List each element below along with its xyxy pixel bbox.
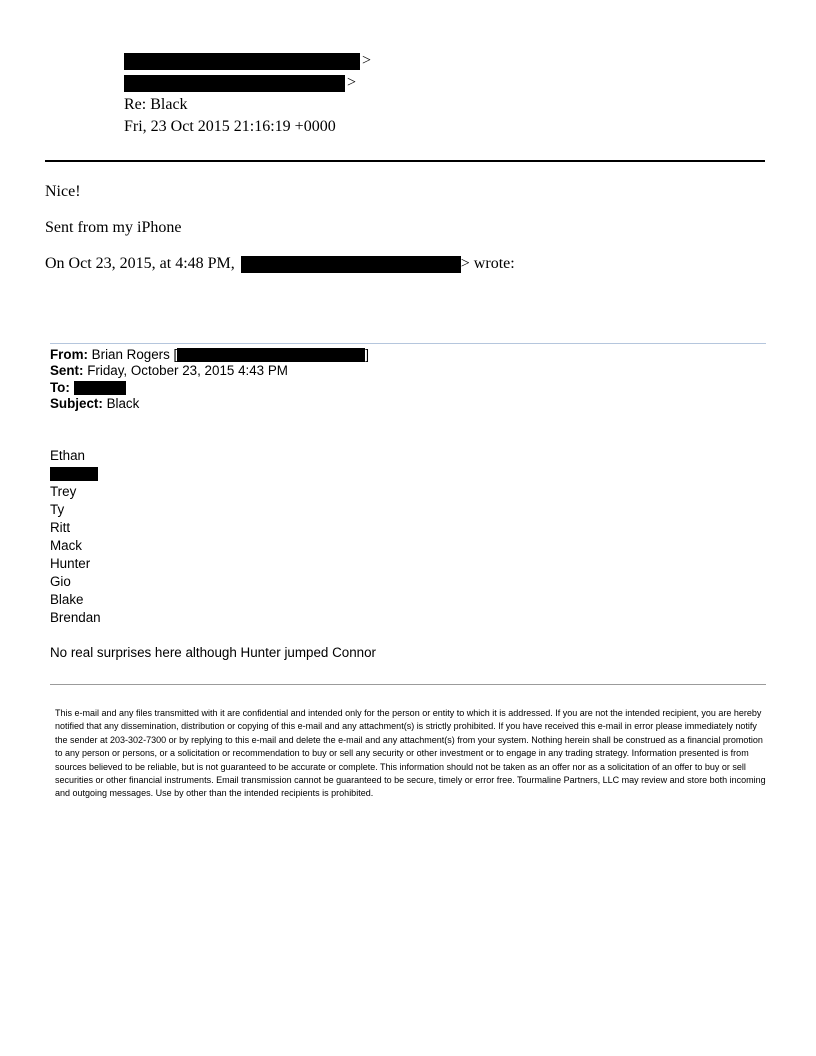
list-item: Gio: [50, 574, 71, 589]
quote-suffix: > wrote:: [460, 255, 515, 272]
names-list: [50, 447, 101, 627]
orig-to-label: To:: [50, 379, 70, 395]
original-message-divider: [50, 343, 766, 344]
quote-attribution: [45, 255, 515, 273]
redacted-orig-to: [74, 381, 126, 395]
closing-remark: No real surprises here although Hunter jumped Connor: [50, 645, 377, 660]
redacted-quote-address: [241, 256, 461, 273]
list-item: Ethan: [50, 448, 85, 463]
orig-from-label: From:: [50, 347, 88, 362]
subject-value: Re: Black: [124, 96, 188, 113]
list-item: Ty: [50, 502, 65, 517]
orig-to-row: [50, 380, 369, 396]
orig-subject-value: Black: [106, 395, 140, 411]
redacted-orig-from-address: [177, 348, 365, 362]
orig-from-name: Brian Rogers [: [91, 347, 178, 362]
to-angle-close: >: [347, 74, 357, 91]
orig-subject-label: Subject:: [50, 395, 103, 411]
redacted-to-address: [124, 75, 345, 92]
redacted-from-address: [124, 53, 360, 70]
reply-greeting: Nice!: [45, 183, 81, 200]
orig-subject-row: [50, 396, 369, 412]
orig-from-close: ]: [365, 347, 369, 362]
list-item: Trey: [50, 484, 77, 499]
list-item: Hunter: [50, 556, 91, 571]
quote-prefix: On Oct 23, 2015, at 4:48 PM,: [45, 255, 235, 272]
reply-signature: Sent from my iPhone: [45, 219, 182, 236]
disclaimer-divider: [50, 684, 766, 685]
date-value: Fri, 23 Oct 2015 21:16:19 +0000: [124, 118, 336, 135]
from-angle-close: >: [362, 52, 372, 69]
orig-sent-label: Sent:: [50, 363, 84, 379]
list-item: Ritt: [50, 520, 71, 535]
redacted-list-item: [50, 465, 101, 483]
list-item: Mack: [50, 538, 82, 553]
list-item: Blake: [50, 592, 84, 607]
original-message-header: [50, 347, 369, 412]
orig-sent-value: Friday, October 23, 2015 4:43 PM: [87, 363, 288, 379]
list-item: Brendan: [50, 610, 101, 625]
orig-sent-row: [50, 363, 369, 379]
legal-disclaimer: This e-mail and any files transmitted with it are confidential and intended only for the person or entity to which it is addressed. If you are not the intended recipient, you are hereby notified that any dissemination, distribution or copying of this e-mail and any attachment(s) is strictly prohibited. If you have received this e-mail in error please immediately notify the sender at 203-302-7300 or by replying to this e-mail and delete the e-mail and any attachment(s) from your system. Nothing herein shall be construed as a financial promotion to any person or persons, or a solicitation or recommendation to buy or sell any security or other investment or to engage in any trading strategy. Information presented is from sources believed to be reliable, but is not guaranteed to be accurate or complete. This information should not be taken as an offer nor as a solicitation of an offer to buy or sell securities or other financial instruments. Email transmission cannot be guaranteed to be secure, timely or error free. Tourmaline Partners, LLC may review and store both incoming and outgoing messages. Use by other than the intended recipients is prohibited.: [55, 708, 766, 799]
orig-from-row: [50, 347, 369, 363]
header-divider: [45, 160, 765, 162]
